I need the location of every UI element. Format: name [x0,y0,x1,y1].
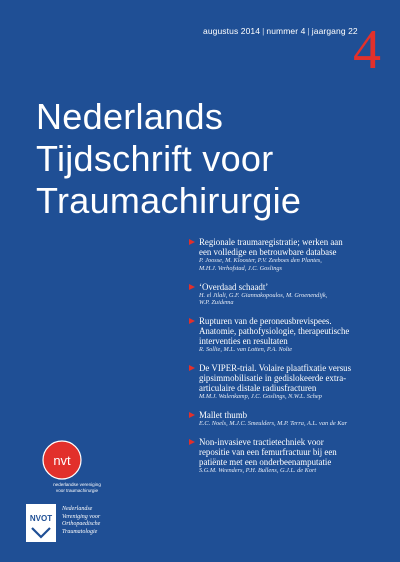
article-authors-line: M.M.J. Walenkamp, J.C. Goslings, N.W.L. Schep [199,392,322,400]
issue-info [203,26,358,38]
separator: | [262,26,265,36]
article-title [199,282,394,292]
separator: | [307,26,310,36]
toc-article [189,237,394,273]
article-authors-line: M.H.J. Verhofstad, J.C. Goslings [199,264,282,272]
article-title [199,437,394,467]
article-authors-line: W.P. Zuidema [199,299,234,307]
article-authors [199,393,394,401]
article-title-line: ‘Overdaad schaadt’ [199,281,269,292]
article-title-line: Regionale traumaregistratie; werken aan [199,237,343,247]
nvot-logo-icon [26,504,56,542]
article-title [199,316,394,346]
journal-title-line-2: Tijdschrift voor [36,138,274,179]
nvt-logo-text: nvt [53,453,71,468]
nvt-caption [22,482,132,498]
nvt-logo-icon [42,440,82,480]
issue-volume: jaargang 22 [311,26,358,36]
article-title-line: Anatomie, pathofysiologie, therapeutische [199,326,350,337]
article-title-line: articulaire distale radiusfracturen [199,382,317,393]
society-logos [22,440,162,552]
bullet-arrow-icon [189,284,195,290]
nvot-name-line: Orthopaedische [62,521,101,528]
journal-title-line-3: Traumachirurgie [36,180,302,221]
article-authors-line: P. Joosse, M. Klooster, P.V. Zeeboes den Plantes, [199,257,322,264]
issue-date: augustus 2014 [203,26,261,36]
issue-big-number: 4 [353,19,381,81]
article-authors-line: H. el Jilali, G.F. Giannakopoulos, M. Groenendijk, [199,291,328,299]
nvt-caption-line: nederlandse vereniging [53,482,101,487]
article-title [199,237,394,257]
nvt-caption-line: voor traumachirurgie [55,487,99,493]
nvot-name [62,506,142,546]
article-title-line: gipsimmobilisatie in gedislokeerde extra- [199,372,347,383]
bullet-arrow-icon [189,239,195,245]
article-authors [199,420,394,428]
article-title-line: een volledige en betrouwbare database [199,247,337,257]
toc-article [189,410,394,428]
table-of-contents [189,237,394,557]
article-title-line: Rupturen van de peroneusbrevispees. [199,316,332,327]
article-authors-line: R. Sollie, M.L. van Lotten, P.A. Nolte [199,346,293,354]
bullet-arrow-icon [189,412,195,418]
toc-article [189,316,394,354]
journal-title-line-1: Nederlands [36,96,224,137]
article-title [199,363,394,393]
article-title-line: De VIPER-trial. Volaire plaatfixatie versus [199,362,352,373]
article-title-line: Mallet thumb [199,409,248,420]
issue-number-label: nummer 4 [266,26,306,36]
bullet-arrow-icon [189,439,195,445]
nvot-name-line: Vereniging voor [62,513,101,520]
article-title-line: interventies en resultaten [199,336,288,347]
bullet-arrow-icon [189,318,195,324]
toc-article [189,437,394,475]
article-authors-line: E.C. Noels, M.J.C. Smeulders, M.P. Terra, A.L. van de Kar [199,419,348,427]
nvot-name-line: Nederlandse [62,506,93,512]
journal-title [36,96,376,226]
article-authors-line: S.G.M. Weenders, P.H. Bullens, G.J.L. de Kort [199,466,317,474]
toc-article [189,282,394,308]
article-title-line: patiënte met een onderbeenamputatie [199,456,332,467]
article-title-line: repositie van een femurfractuur bij een [199,446,337,457]
nvot-name-line: Traumatologie [62,528,98,535]
article-authors [199,467,394,475]
article-title [199,410,394,420]
article-authors [199,292,394,308]
bullet-arrow-icon [189,365,195,371]
article-title-line: Non-invasieve tractietechniek voor [199,436,324,447]
article-authors [199,257,394,273]
nvot-mark-text: NVOT [29,514,53,523]
toc-article [189,363,394,401]
article-authors [199,346,394,354]
